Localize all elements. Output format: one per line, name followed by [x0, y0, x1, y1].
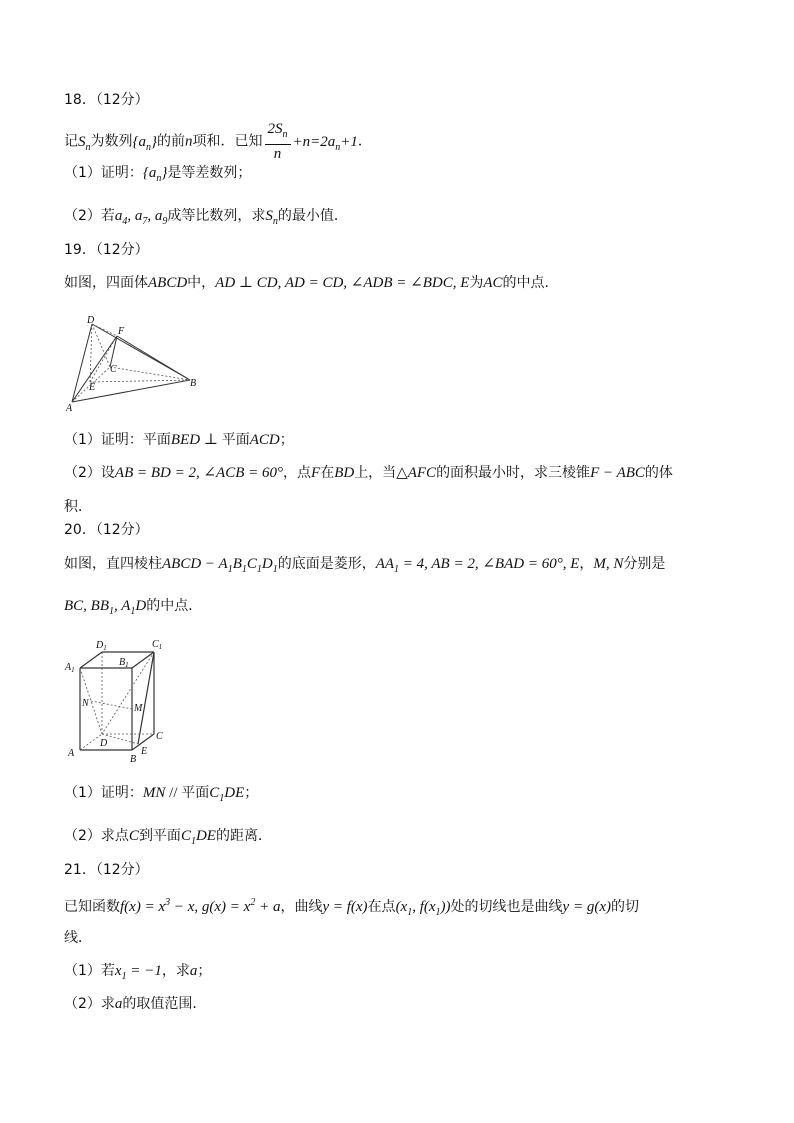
q20-part1: （1）证明：MN // 平面$C_1DE$；: [64, 785, 259, 804]
q18-part1: （1）证明：$\{a_n\}$是等差数列；: [64, 165, 252, 184]
label-C1: $C_1$: [152, 639, 163, 651]
q20-part2: （2）求点C到平面$C_1DE$的距离．: [64, 828, 272, 847]
q21-stem-cont: 线．: [64, 930, 92, 946]
q19-part2: （2）设AB = BD = 2, ∠ACB = 60°，点F在BD上，当△AFC的面积最小时，求三棱锥F − ABC的体: [64, 465, 673, 481]
q18-fraction: $\frac{2S_n}{n}$: [265, 120, 291, 163]
q20-heading: 20．（12分）: [64, 522, 149, 538]
q19-part1: （1）证明：平面BED ⊥ 平面ACD；: [64, 432, 294, 448]
q19-heading: 19．（12分）: [64, 242, 149, 258]
label-N: N: [82, 698, 89, 709]
label-E: E: [89, 382, 96, 393]
label-C: C: [156, 731, 163, 742]
q19-part2-cont: 积．: [64, 499, 92, 515]
prism-figure: [62, 634, 182, 766]
label-B: B: [130, 754, 137, 765]
label-A: A: [66, 403, 73, 414]
label-F: F: [118, 326, 125, 337]
q21-part2: （2）求a的取值范围．: [64, 996, 207, 1012]
q21-heading: 21．（12分）: [64, 862, 149, 878]
label-M: M: [134, 703, 143, 714]
q19-stem: 如图，四面体ABCD中，AD ⊥ CD, AD = CD, ∠ADB = ∠BDC, E为AC的中点．: [64, 275, 559, 291]
q18-stem: 记$S_n$为数列$\{a_n\}$的前n项和．已知 $\frac{2S_n}{n}$ $+n=2a_n+1$．: [64, 121, 372, 162]
q21-part1: （1）若$x_1 = -1$，求a；: [64, 963, 212, 982]
q18-heading: 18．（12分）: [64, 92, 149, 108]
label-A1: $A_1$: [65, 662, 75, 674]
label-A: A: [68, 748, 75, 759]
label-D: D: [100, 738, 108, 749]
label-E: E: [141, 746, 148, 757]
label-D: D: [87, 315, 95, 326]
label-C: C: [110, 364, 117, 375]
label-B: B: [190, 378, 197, 389]
q20-stem: 如图，直四棱柱ABCD − $A_1B_1C_1D_1$的底面是菱形，$AA_1 = 4$, AB = 2, ∠BAD = 60°, E，M, N分别是: [64, 556, 666, 575]
q21-stem: 已知函数$f(x) = x^3 - x$, $g(x) = x^2 + a$，曲线y = f(x)在点($x_1$, $f(x_1)$)处的切线也是曲线y = g(x)的切: [64, 897, 639, 918]
label-D1: $D_1$: [96, 640, 107, 652]
q20-stem-cont: BC, $BB_1$, $A_1D$的中点．: [64, 598, 203, 617]
label-B1: $B_1$: [119, 657, 129, 669]
q18-part2: （2）若$a_4$, $a_7$, $a_9$成等比数列，求$S_n$的最小值．: [64, 208, 348, 227]
tetrahedron-figure: [62, 312, 212, 416]
